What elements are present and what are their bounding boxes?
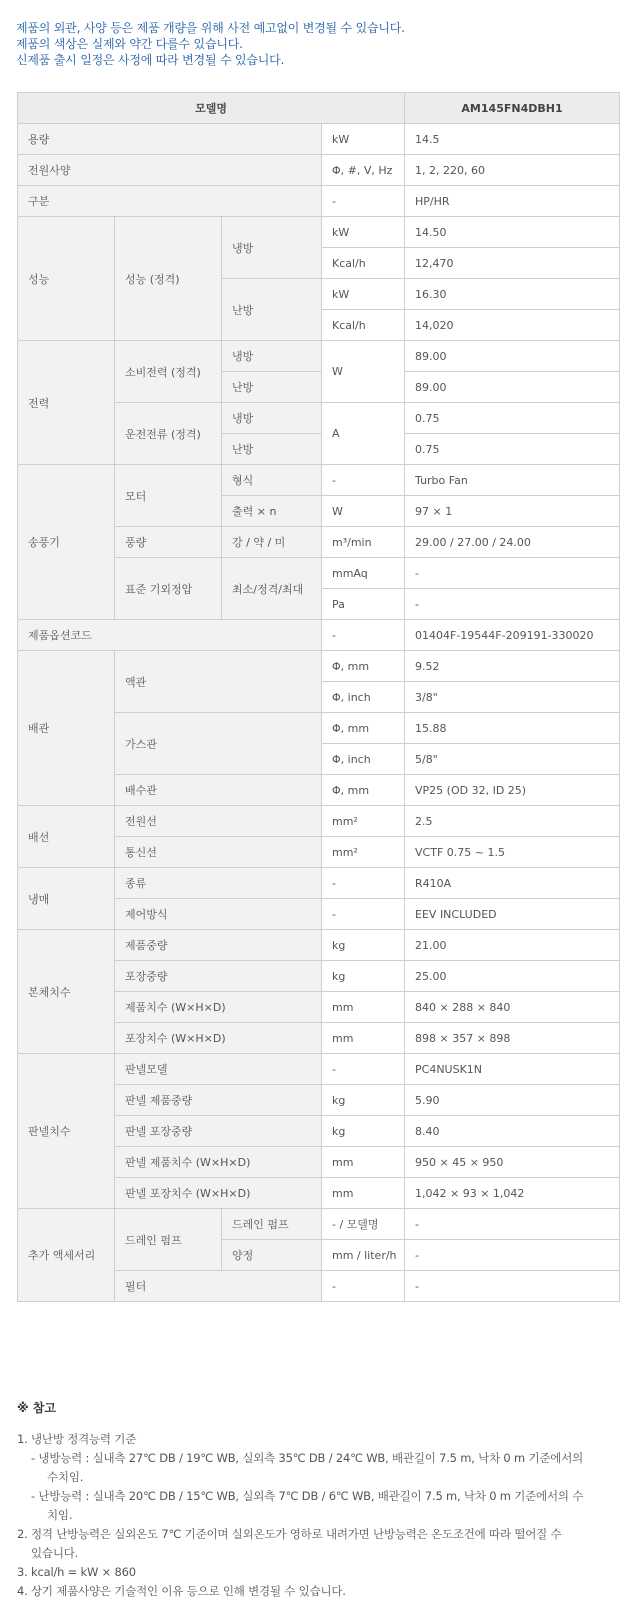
- sub-label: 제품중량: [115, 930, 322, 961]
- row-value: 8.40: [405, 1116, 620, 1147]
- item-label: 드레인 펌프: [222, 1209, 322, 1240]
- item-label: 양정: [222, 1240, 322, 1271]
- sub-label: 통신선: [115, 837, 322, 868]
- sub-label: 액관: [115, 651, 322, 713]
- group-label: 전력: [18, 341, 115, 465]
- table-row: [18, 806, 620, 837]
- sub-label: 포장중량: [115, 961, 322, 992]
- row-value: 15.88: [405, 713, 620, 744]
- cooling-label: 냉방: [222, 341, 322, 372]
- row-value: 5/8": [405, 744, 620, 775]
- row-value: 89.00: [405, 341, 620, 372]
- heating-label: 난방: [222, 372, 322, 403]
- item-label: 출력 × n: [222, 496, 322, 527]
- row-unit: kg: [322, 1116, 405, 1147]
- row-unit: Pa: [322, 589, 405, 620]
- header-model-name: AM145FN4DBH1: [405, 93, 620, 124]
- row-value: 9.52: [405, 651, 620, 682]
- table-row: [18, 868, 620, 899]
- row-value: R410A: [405, 868, 620, 899]
- sub-label: 판넬 포장중량: [115, 1116, 322, 1147]
- row-unit: -: [322, 465, 405, 496]
- group-label: 추가 액세서리: [18, 1209, 115, 1302]
- row-label: 제품옵션코드: [18, 620, 322, 651]
- row-unit: Φ, inch: [322, 744, 405, 775]
- row-unit: mm²: [322, 837, 405, 868]
- row-value: 01404F-19544F-209191-330020: [405, 620, 620, 651]
- table-row: [18, 651, 620, 682]
- notice-block: [16, 20, 616, 68]
- row-unit: mmAq: [322, 558, 405, 589]
- row-value: 3/8": [405, 682, 620, 713]
- table-row: [18, 341, 620, 372]
- row-unit: - / 모델명: [322, 1209, 405, 1240]
- row-value: -: [405, 589, 620, 620]
- row-unit: Φ, inch: [322, 682, 405, 713]
- reference-line: - 냉방능력 : 실내측 27℃ DB / 19℃ WB, 실외측 35℃ DB / 24℃ WB, 배관길이 7.5 m, 낙차 0 m 기준에서의: [31, 1451, 584, 1465]
- row-value: EEV INCLUDED: [405, 899, 620, 930]
- table-row: [18, 1054, 620, 1085]
- table-row: [18, 217, 620, 248]
- sub-label: 필터: [115, 1271, 322, 1302]
- sub-label: 표준 기외정압: [115, 558, 222, 620]
- reference-line: 수치임.: [47, 1470, 84, 1484]
- row-unit: W: [322, 341, 405, 403]
- row-unit: Φ, mm: [322, 713, 405, 744]
- row-unit: -: [322, 1271, 405, 1302]
- sub-label: 성능 (정격): [115, 217, 222, 341]
- cooling-label: 냉방: [222, 403, 322, 434]
- sub-label: 모터: [115, 465, 222, 527]
- heating-label: 난방: [222, 279, 322, 341]
- reference-list: [17, 1430, 622, 1601]
- table-row: [18, 186, 620, 217]
- row-unit: mm: [322, 1147, 405, 1178]
- table-row: [18, 155, 620, 186]
- row-unit: Φ, #, V, Hz: [322, 155, 405, 186]
- sub-label: 판넬 제품치수 (W×H×D): [115, 1147, 322, 1178]
- table-row: [18, 1209, 620, 1240]
- row-value: 898 × 357 × 898: [405, 1023, 620, 1054]
- group-label: 판넬치수: [18, 1054, 115, 1209]
- row-value: -: [405, 558, 620, 589]
- notice-line: 신제품 출시 일정은 사정에 따라 변경될 수 있습니다.: [16, 53, 285, 67]
- row-value: 2.5: [405, 806, 620, 837]
- group-label: 성능: [18, 217, 115, 341]
- row-unit: kg: [322, 961, 405, 992]
- reference-title: ※ 참고: [17, 1401, 57, 1415]
- heating-label: 난방: [222, 434, 322, 465]
- row-value: 0.75: [405, 434, 620, 465]
- header-model-label: 모델명: [18, 93, 405, 124]
- sub-label: 가스관: [115, 713, 322, 775]
- row-value: 25.00: [405, 961, 620, 992]
- spec-table: [17, 92, 620, 1302]
- reference-line: 4. 상기 제품사양은 기술적인 이유 등으로 인해 변경될 수 있습니다.: [17, 1584, 346, 1598]
- sub-label: 판넬모델: [115, 1054, 322, 1085]
- table-row: [18, 620, 620, 651]
- row-value: Turbo Fan: [405, 465, 620, 496]
- row-unit: mm: [322, 1178, 405, 1209]
- row-unit: -: [322, 1054, 405, 1085]
- row-unit: mm²: [322, 806, 405, 837]
- row-value: 14.5: [405, 124, 620, 155]
- row-label: 전원사양: [18, 155, 322, 186]
- row-value: HP/HR: [405, 186, 620, 217]
- sub-label: 포장치수 (W×H×D): [115, 1023, 322, 1054]
- row-unit: Kcal/h: [322, 310, 405, 341]
- row-unit: mm: [322, 1023, 405, 1054]
- sub-label: 제품치수 (W×H×D): [115, 992, 322, 1023]
- row-value: -: [405, 1209, 620, 1240]
- row-value: 16.30: [405, 279, 620, 310]
- notice-line: 제품의 색상은 실제와 약간 다를수 있습니다.: [16, 37, 243, 51]
- group-label: 배관: [18, 651, 115, 806]
- group-label: 본체치수: [18, 930, 115, 1054]
- row-unit: kg: [322, 930, 405, 961]
- row-unit: Kcal/h: [322, 248, 405, 279]
- row-value: VP25 (OD 32, ID 25): [405, 775, 620, 806]
- row-unit: Φ, mm: [322, 775, 405, 806]
- table-row: [18, 465, 620, 496]
- reference-line: 1. 냉난방 정격능력 기준: [17, 1432, 137, 1446]
- row-value: 1,042 × 93 × 1,042: [405, 1178, 620, 1209]
- row-value: 89.00: [405, 372, 620, 403]
- sub-label: 종류: [115, 868, 322, 899]
- row-value: 5.90: [405, 1085, 620, 1116]
- row-label: 용량: [18, 124, 322, 155]
- row-value: 840 × 288 × 840: [405, 992, 620, 1023]
- sub-label: 배수관: [115, 775, 322, 806]
- item-label: 강 / 약 / 미: [222, 527, 322, 558]
- row-label: 구분: [18, 186, 322, 217]
- row-value: PC4NUSK1N: [405, 1054, 620, 1085]
- row-unit: W: [322, 496, 405, 527]
- row-value: VCTF 0.75 ~ 1.5: [405, 837, 620, 868]
- row-value: 14,020: [405, 310, 620, 341]
- group-label: 냉매: [18, 868, 115, 930]
- sub-label: 소비전력 (정격): [115, 341, 222, 403]
- row-unit: -: [322, 186, 405, 217]
- notice-line: 제품의 외관, 사양 등은 제품 개량을 위해 사전 예고없이 변경될 수 있습니다.: [16, 21, 405, 35]
- sub-label: 운전전류 (정격): [115, 403, 222, 465]
- row-value: 0.75: [405, 403, 620, 434]
- row-unit: mm: [322, 992, 405, 1023]
- row-unit: m³/min: [322, 527, 405, 558]
- row-value: 1, 2, 220, 60: [405, 155, 620, 186]
- sub-label: 제어방식: [115, 899, 322, 930]
- row-unit: -: [322, 899, 405, 930]
- item-label: 최소/정격/최대: [222, 558, 322, 620]
- row-value: 12,470: [405, 248, 620, 279]
- row-value: 21.00: [405, 930, 620, 961]
- sub-label: 전원선: [115, 806, 322, 837]
- row-unit: kW: [322, 279, 405, 310]
- cooling-label: 냉방: [222, 217, 322, 279]
- table-row: [18, 930, 620, 961]
- sub-label: 판넬 제품중량: [115, 1085, 322, 1116]
- row-unit: kg: [322, 1085, 405, 1116]
- row-unit: A: [322, 403, 405, 465]
- item-label: 형식: [222, 465, 322, 496]
- reference-line: - 난방능력 : 실내측 20℃ DB / 15℃ WB, 실외측 7℃ DB / 6℃ WB, 배관길이 7.5 m, 낙차 0 m 기준에서의 수: [31, 1489, 584, 1503]
- sub-label: 드레인 펌프: [115, 1209, 222, 1271]
- reference-line: 2. 정격 난방능력은 실외온도 7℃ 기준이며 실외온도가 영하로 내려가면 난방능력은 온도조건에 따라 떨어질 수: [17, 1527, 562, 1541]
- row-unit: mm / liter/h: [322, 1240, 405, 1271]
- sub-label: 판넬 포장치수 (W×H×D): [115, 1178, 322, 1209]
- row-unit: -: [322, 868, 405, 899]
- table-header-row: [18, 93, 620, 124]
- row-value: -: [405, 1271, 620, 1302]
- row-unit: Φ, mm: [322, 651, 405, 682]
- row-value: 14.50: [405, 217, 620, 248]
- row-value: 29.00 / 27.00 / 24.00: [405, 527, 620, 558]
- row-value: -: [405, 1240, 620, 1271]
- row-unit: -: [322, 620, 405, 651]
- row-value: 950 × 45 × 950: [405, 1147, 620, 1178]
- table-row: [18, 124, 620, 155]
- reference-line: 있습니다.: [31, 1546, 79, 1560]
- group-label: 송풍기: [18, 465, 115, 620]
- row-unit: kW: [322, 124, 405, 155]
- sub-label: 풍량: [115, 527, 222, 558]
- reference-line: 치임.: [47, 1508, 73, 1522]
- group-label: 배선: [18, 806, 115, 868]
- row-value: 97 × 1: [405, 496, 620, 527]
- reference-line: 3. kcal/h = kW × 860: [17, 1565, 136, 1579]
- row-unit: kW: [322, 217, 405, 248]
